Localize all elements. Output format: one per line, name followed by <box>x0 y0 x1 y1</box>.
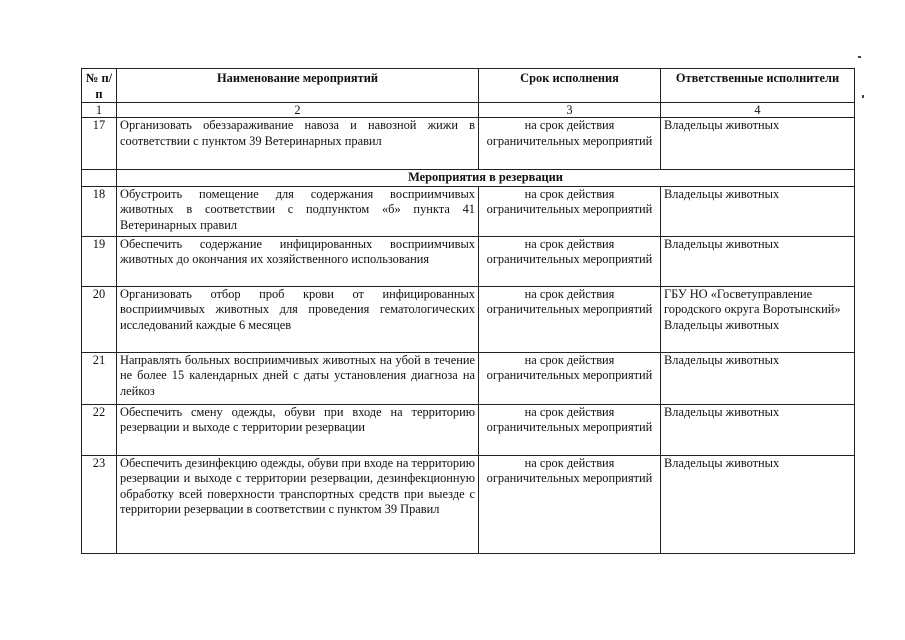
scan-speck <box>862 95 864 98</box>
row-term: на срок действия ограничительных мероприятий <box>479 236 661 286</box>
row-name: Обеспечить содержание инфицированных восприимчивых животных до окончания их хозяйственного использования <box>117 236 479 286</box>
row-num: 22 <box>82 404 117 455</box>
row-executors: Владельцы животных <box>661 236 855 286</box>
row-num: 18 <box>82 186 117 236</box>
table-row <box>82 186 855 236</box>
table-row <box>82 455 855 553</box>
row-executors: Владельцы животных <box>661 404 855 455</box>
row-name: Обеспечить дезинфекцию одежды, обуви при входе на территорию резервации и выходе с территории резервации, дезинфекционную обработку всей поверхности транспортных средств при выезде с территории резервации в соответствии с пунктом 39 Правил <box>117 455 479 553</box>
row-num: 21 <box>82 352 117 404</box>
scan-speck <box>858 56 861 58</box>
table-row <box>82 286 855 352</box>
table-row <box>82 404 855 455</box>
row-executors: ГБУ НО «Госветуправление городского округа Воротынский» Владельцы животных <box>661 286 855 352</box>
column-number: 1 <box>82 103 117 118</box>
header-name: Наименование мероприятий <box>117 69 479 103</box>
measures-table <box>81 68 855 554</box>
row-name: Направлять больных восприимчивых животных на убой в течение не более 15 календарных дней с даты установления диагноза на лейкоз <box>117 352 479 404</box>
row-term: на срок действия ограничительных мероприятий <box>479 186 661 236</box>
column-number: 3 <box>479 103 661 118</box>
column-number-row <box>82 103 855 118</box>
table-row <box>82 236 855 286</box>
row-term: на срок действия ограничительных мероприятий <box>479 404 661 455</box>
row-name: Организовать отбор проб крови от инфицированных восприимчивых животных для проведения гематологических исследований каждые 6 месяцев <box>117 286 479 352</box>
row-num: 20 <box>82 286 117 352</box>
row-name: Организовать обеззараживание навоза и навозной жижи в соответствии с пунктом 39 Ветеринарных правил <box>117 118 479 170</box>
row-name: Обеспечить смену одежды, обуви при входе на территорию резервации и выходе с территории резервации <box>117 404 479 455</box>
section-title: Мероприятия в резервации <box>117 170 855 187</box>
table-row <box>82 352 855 404</box>
row-term: на срок действия ограничительных мероприятий <box>479 352 661 404</box>
row-num: 19 <box>82 236 117 286</box>
row-num: 17 <box>82 118 117 170</box>
table-header-row <box>82 69 855 103</box>
header-executors: Ответственные исполнители <box>661 69 855 103</box>
row-term: на срок действия ограничительных мероприятий <box>479 455 661 553</box>
row-executors: Владельцы животных <box>661 186 855 236</box>
section-num-cell <box>82 170 117 187</box>
row-term: на срок действия ограничительных мероприятий <box>479 286 661 352</box>
row-name: Обустроить помещение для содержания восприимчивых животных в соответствии с подпунктом «б» пункта 41 Ветеринарных правил <box>117 186 479 236</box>
column-number: 4 <box>661 103 855 118</box>
table-row <box>82 118 855 170</box>
section-row <box>82 170 855 187</box>
row-num: 23 <box>82 455 117 553</box>
column-number: 2 <box>117 103 479 118</box>
row-executors: Владельцы животных <box>661 118 855 170</box>
header-num: № п/п <box>82 69 117 103</box>
header-term: Срок исполнения <box>479 69 661 103</box>
row-executors: Владельцы животных <box>661 352 855 404</box>
row-term: на срок действия ограничительных мероприятий <box>479 118 661 170</box>
row-executors: Владельцы животных <box>661 455 855 553</box>
